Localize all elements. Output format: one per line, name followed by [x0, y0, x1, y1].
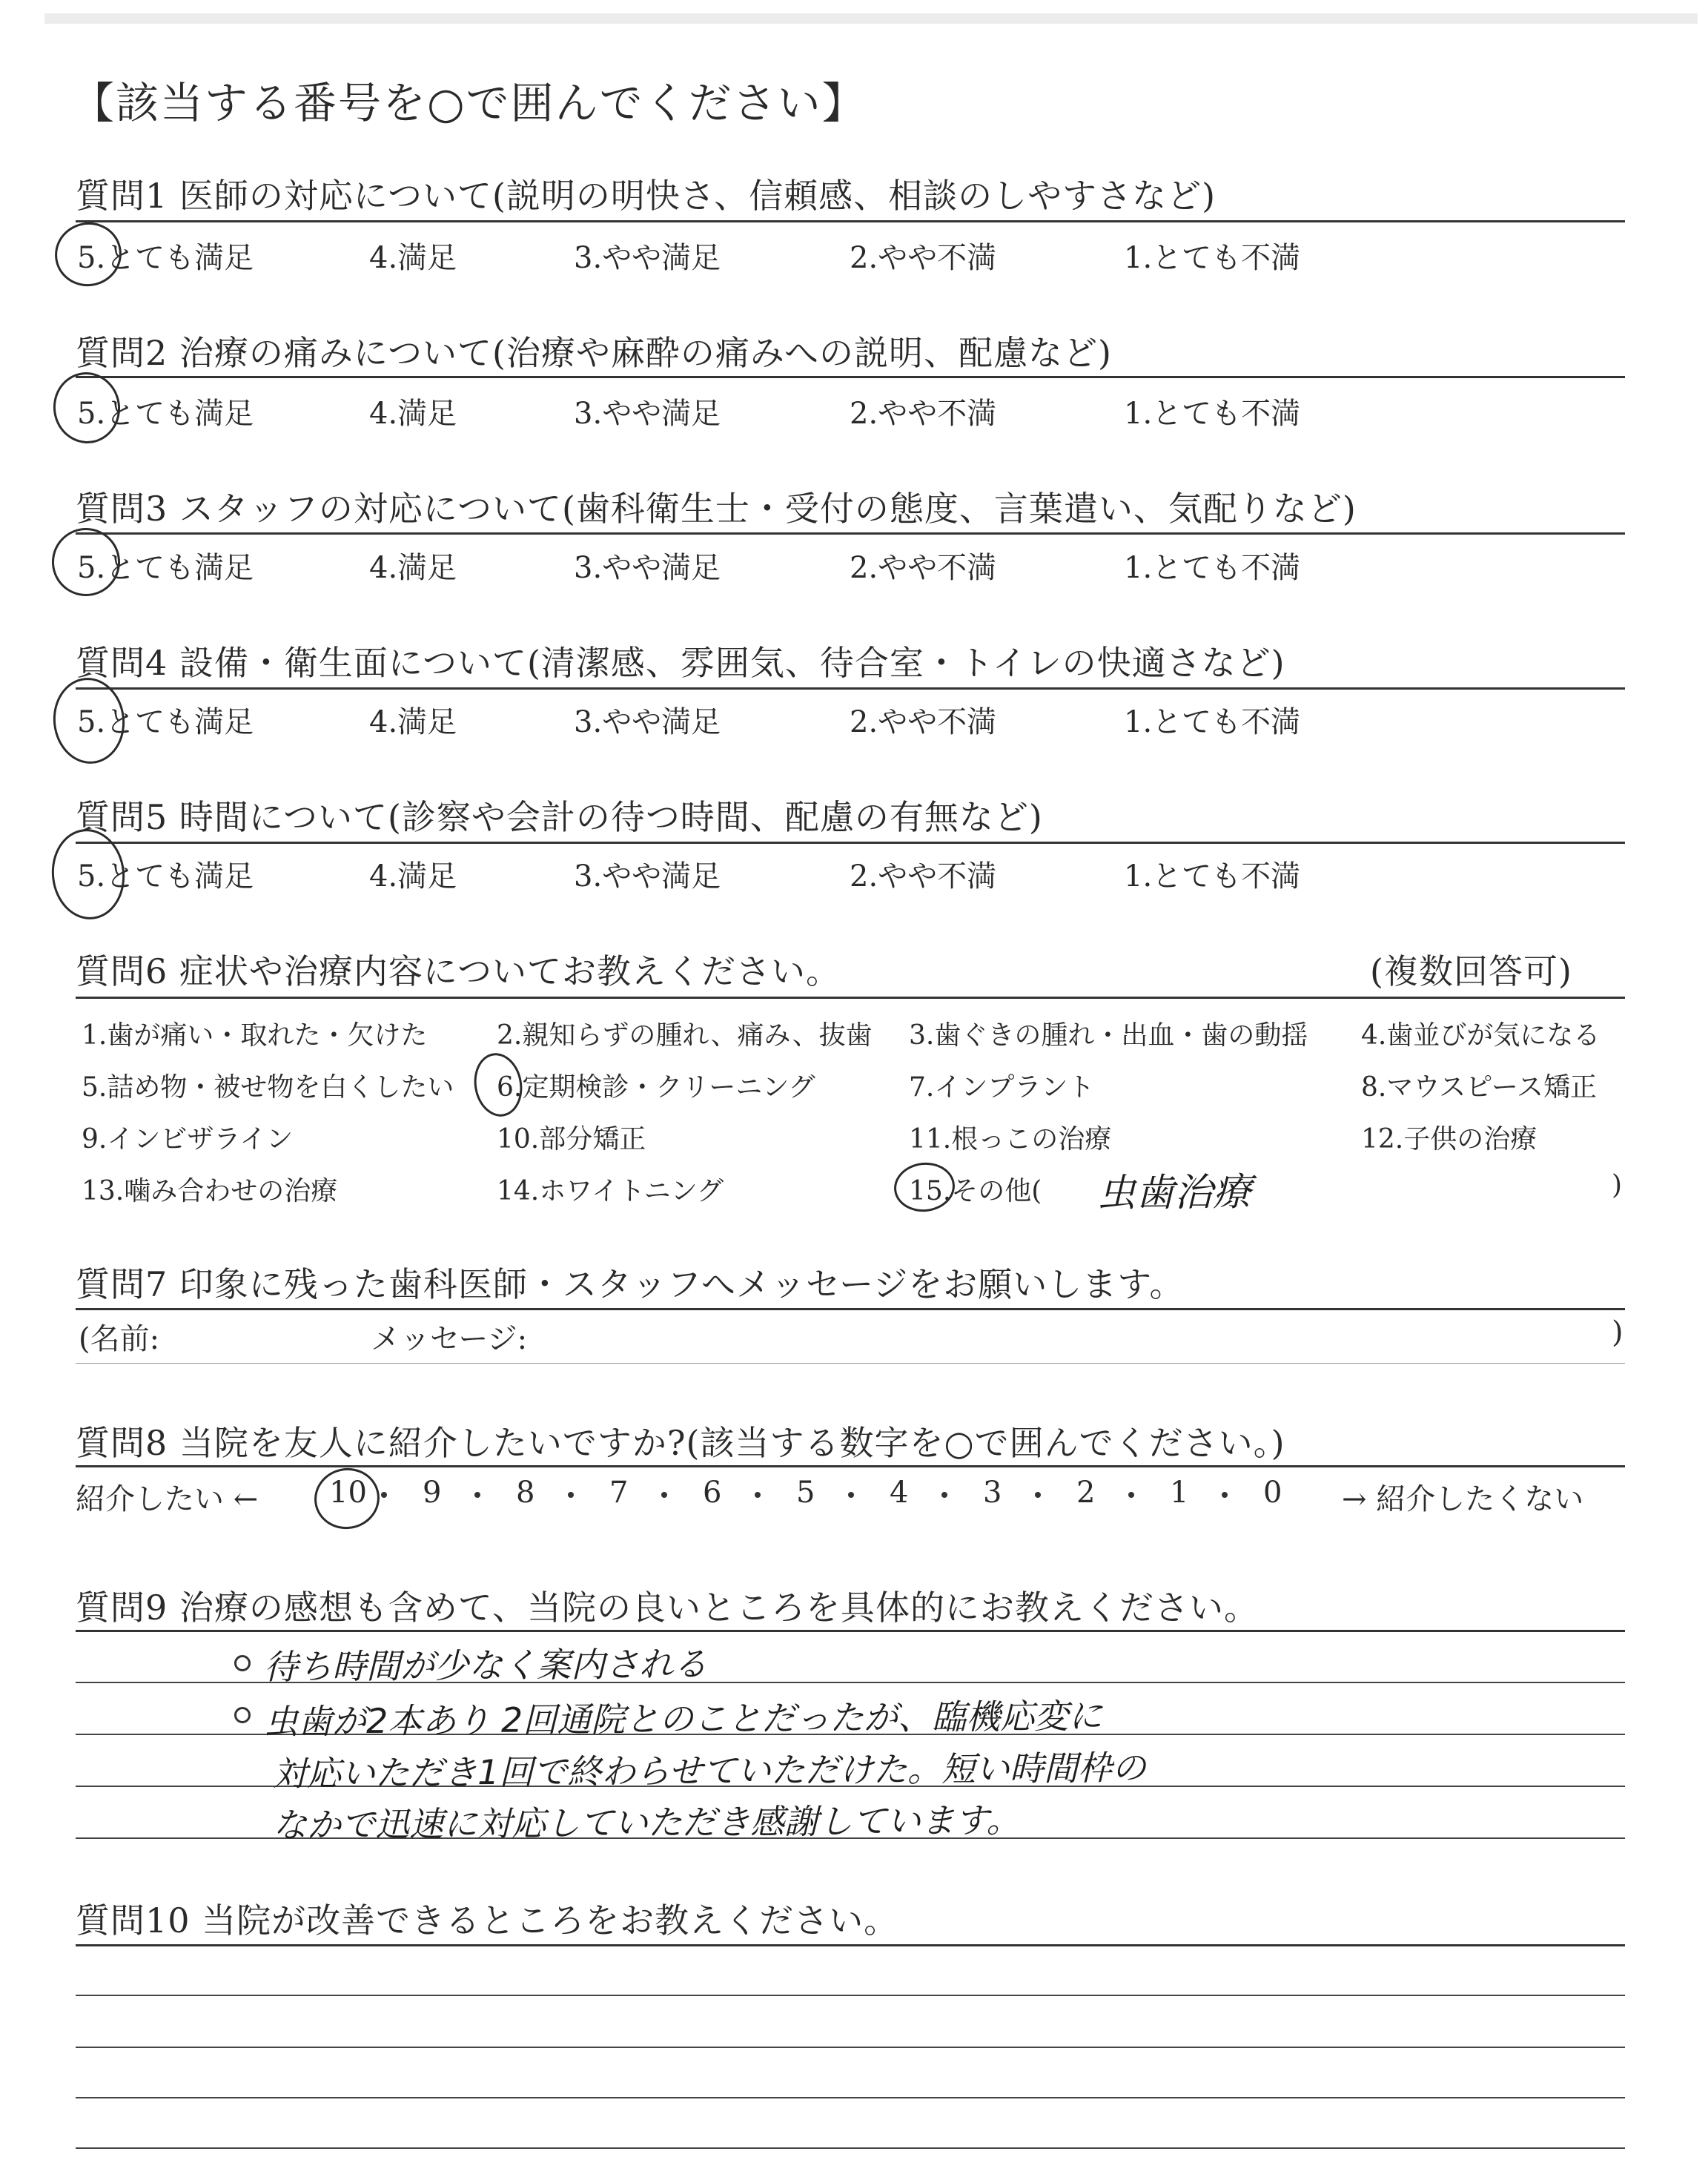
- q7-rule: [76, 1308, 1625, 1310]
- q8-scale-separator: [848, 1492, 854, 1498]
- q8-selected-circle: [310, 1463, 385, 1534]
- q2-rule: [76, 376, 1625, 378]
- q4-opt-2[interactable]: 2.やや不満: [850, 705, 997, 739]
- q6-option-14[interactable]: 14.ホワイトニング: [497, 1176, 724, 1206]
- q10-line-2: [76, 2047, 1625, 2048]
- q2-opt-5[interactable]: 5.とても満足: [77, 397, 254, 431]
- page-title: 【該当する番号を○で囲んでください】: [71, 78, 867, 128]
- q10-line-4: [76, 2147, 1625, 2149]
- q4-label: 質問4 設備・衛生面について(清潔感、雰囲気、待合室・トイレの快適さなど): [76, 643, 1285, 683]
- q7-label: 質問7 印象に残った歯科医師・スタッフへメッセージをお願いします。: [76, 1264, 1185, 1304]
- q6-option-10[interactable]: 10.部分矯正: [497, 1124, 646, 1155]
- q6-option-4[interactable]: 4.歯並びが気になる: [1361, 1020, 1601, 1051]
- q5-opt-4[interactable]: 4.満足: [369, 859, 457, 894]
- q5-selected-circle: [47, 825, 129, 923]
- q8-right-label: → 紹介したくない: [1342, 1482, 1584, 1516]
- q8-scale-8[interactable]: 8: [516, 1476, 535, 1510]
- q1-rule: [76, 220, 1625, 222]
- q8-scale-separator: [1128, 1492, 1134, 1498]
- q6-rule: [76, 997, 1625, 999]
- q2-opt-1[interactable]: 1.とても不満: [1124, 397, 1301, 431]
- q8-rule: [76, 1465, 1625, 1467]
- q1-selected-circle: [49, 217, 128, 293]
- q8-scale-6[interactable]: 6: [703, 1476, 722, 1510]
- q7-message-label[interactable]: メッセージ:: [371, 1322, 528, 1356]
- q1-opt-1[interactable]: 1.とても不満: [1124, 241, 1301, 275]
- q6-option-8[interactable]: 8.マウスピース矯正: [1361, 1072, 1598, 1103]
- q1-label: 質問1 医師の対応について(説明の明快さ、信頼感、相談のしやすさなど): [76, 176, 1217, 216]
- q8-scale-5[interactable]: 5: [796, 1476, 815, 1510]
- q8-scale-7[interactable]: 7: [609, 1476, 629, 1510]
- q6-option-12[interactable]: 12.子供の治療: [1361, 1124, 1537, 1155]
- q9-rule: [76, 1630, 1625, 1632]
- q8-label: 質問8 当院を友人に紹介したいですか?(該当する数字を○で囲んでください。): [76, 1423, 1285, 1463]
- q8-scale-separator: [1035, 1492, 1041, 1498]
- q9-answer-line-4[interactable]: なかで迅速に対応していただき感謝しています。: [272, 1800, 1021, 1846]
- q9-answer-line-3[interactable]: 対応いただき1回で終わらせていただけた。短い時間枠の: [272, 1747, 1147, 1794]
- q6-option-15-close: ): [1612, 1170, 1623, 1200]
- q9-answer-line-2[interactable]: 虫歯が2本あり 2回通院とのことだったが、臨機応変に: [263, 1696, 1103, 1742]
- q8-scale-4[interactable]: 4: [890, 1476, 909, 1510]
- q8-scale-0[interactable]: 0: [1263, 1476, 1282, 1510]
- q8-scale-separator: [661, 1492, 667, 1498]
- q8-scale-2[interactable]: 2: [1076, 1476, 1096, 1510]
- q6-option-13[interactable]: 13.噛み合わせの治療: [82, 1176, 338, 1206]
- q6-other-handwriting[interactable]: 虫歯治療: [1096, 1170, 1252, 1216]
- q2-opt-2[interactable]: 2.やや不満: [850, 397, 997, 431]
- q10-line-1: [76, 1995, 1625, 1996]
- q5-opt-3[interactable]: 3.やや満足: [574, 859, 721, 894]
- q8-scale-separator: [1222, 1492, 1228, 1498]
- q7-bottom-rule: [76, 1363, 1625, 1364]
- q8-scale-separator: [474, 1492, 480, 1498]
- q4-opt-5[interactable]: 5.とても満足: [77, 705, 254, 739]
- q10-label: 質問10 当院が改善できるところをお教えください。: [76, 1900, 899, 1941]
- q2-label: 質問2 治療の痛みについて(治療や麻酔の痛みへの説明、配慮など): [76, 333, 1112, 373]
- q7-close-paren: ): [1612, 1315, 1623, 1350]
- q6-option-3[interactable]: 3.歯ぐきの腫れ・出血・歯の動揺: [909, 1020, 1308, 1051]
- q10-line-3: [76, 2097, 1625, 2098]
- q3-opt-3[interactable]: 3.やや満足: [574, 551, 721, 585]
- q1-opt-2[interactable]: 2.やや不満: [850, 241, 997, 275]
- q3-opt-4[interactable]: 4.満足: [369, 551, 457, 585]
- q6-label: 質問6 症状や治療内容についてお教えください。: [76, 951, 841, 991]
- q6-option-6-circle: [469, 1049, 527, 1120]
- q3-label: 質問3 スタッフの対応について(歯科衛生士・受付の態度、言葉遣い、気配りなど): [76, 489, 1357, 529]
- q5-opt-1[interactable]: 1.とても不満: [1124, 859, 1301, 894]
- q6-option-7[interactable]: 7.インプラント: [909, 1072, 1095, 1103]
- q4-opt-4[interactable]: 4.満足: [369, 705, 457, 739]
- q2-opt-3[interactable]: 3.やや満足: [574, 397, 721, 431]
- q8-left-label: 紹介したい ←: [76, 1482, 259, 1516]
- q6-option-6[interactable]: 6.定期検診・クリーニング: [497, 1072, 815, 1103]
- q6-note: (複数回答可): [1370, 951, 1572, 991]
- q6-option-9[interactable]: 9.インビザライン: [82, 1124, 294, 1155]
- q8-scale-separator: [568, 1492, 574, 1498]
- q8-scale-separator: [755, 1492, 761, 1498]
- q6-option-15[interactable]: 15.その他(: [909, 1176, 1042, 1206]
- q2-opt-4[interactable]: 4.満足: [369, 397, 457, 431]
- q6-option-5[interactable]: 5.詰め物・被せ物を白くしたい: [82, 1072, 454, 1103]
- q8-scale-9[interactable]: 9: [423, 1476, 442, 1510]
- q3-opt-5[interactable]: 5.とても満足: [77, 551, 254, 585]
- q5-opt-5[interactable]: 5.とても満足: [77, 859, 254, 894]
- q8-scale-1[interactable]: 1: [1170, 1476, 1189, 1510]
- q1-opt-5[interactable]: 5.とても満足: [77, 241, 254, 275]
- q3-rule: [76, 532, 1625, 535]
- q4-opt-1[interactable]: 1.とても不満: [1124, 705, 1301, 739]
- q9-answer-line-1[interactable]: 待ち時間が少なく案内される: [263, 1643, 708, 1688]
- q6-option-1[interactable]: 1.歯が痛い・取れた・欠けた: [82, 1020, 428, 1051]
- q3-opt-1[interactable]: 1.とても不満: [1124, 551, 1301, 585]
- q5-label: 質問5 時間について(診察や会計の待つ時間、配慮の有無など): [76, 797, 1043, 837]
- q6-option-2[interactable]: 2.親知らずの腫れ、痛み、抜歯: [497, 1020, 873, 1051]
- q8-scale-separator: [941, 1492, 947, 1498]
- q8-scale-3[interactable]: 3: [983, 1476, 1002, 1510]
- q9-bullet-1: [234, 1655, 251, 1671]
- q5-rule: [76, 842, 1625, 844]
- q10-rule: [76, 1944, 1625, 1946]
- q4-opt-3[interactable]: 3.やや満足: [574, 705, 721, 739]
- q9-bullet-2: [234, 1707, 251, 1723]
- q4-rule: [76, 687, 1625, 690]
- q5-opt-2[interactable]: 2.やや不満: [850, 859, 997, 894]
- q1-opt-4[interactable]: 4.満足: [369, 241, 457, 275]
- q7-name-label[interactable]: (名前:: [79, 1322, 160, 1356]
- q8-scale-10[interactable]: 10: [329, 1476, 367, 1510]
- q3-opt-2[interactable]: 2.やや不満: [850, 551, 997, 585]
- q2-selected-circle: [49, 368, 125, 448]
- q9-label: 質問9 治療の感想も含めて、当院の良いところを具体的にお教えください。: [76, 1588, 1259, 1628]
- q8-scale-separator: [381, 1492, 387, 1498]
- q6-option-11[interactable]: 11.根っこの治療: [909, 1124, 1112, 1155]
- top-scan-band: [44, 13, 1698, 24]
- q1-opt-3[interactable]: 3.やや満足: [574, 241, 721, 275]
